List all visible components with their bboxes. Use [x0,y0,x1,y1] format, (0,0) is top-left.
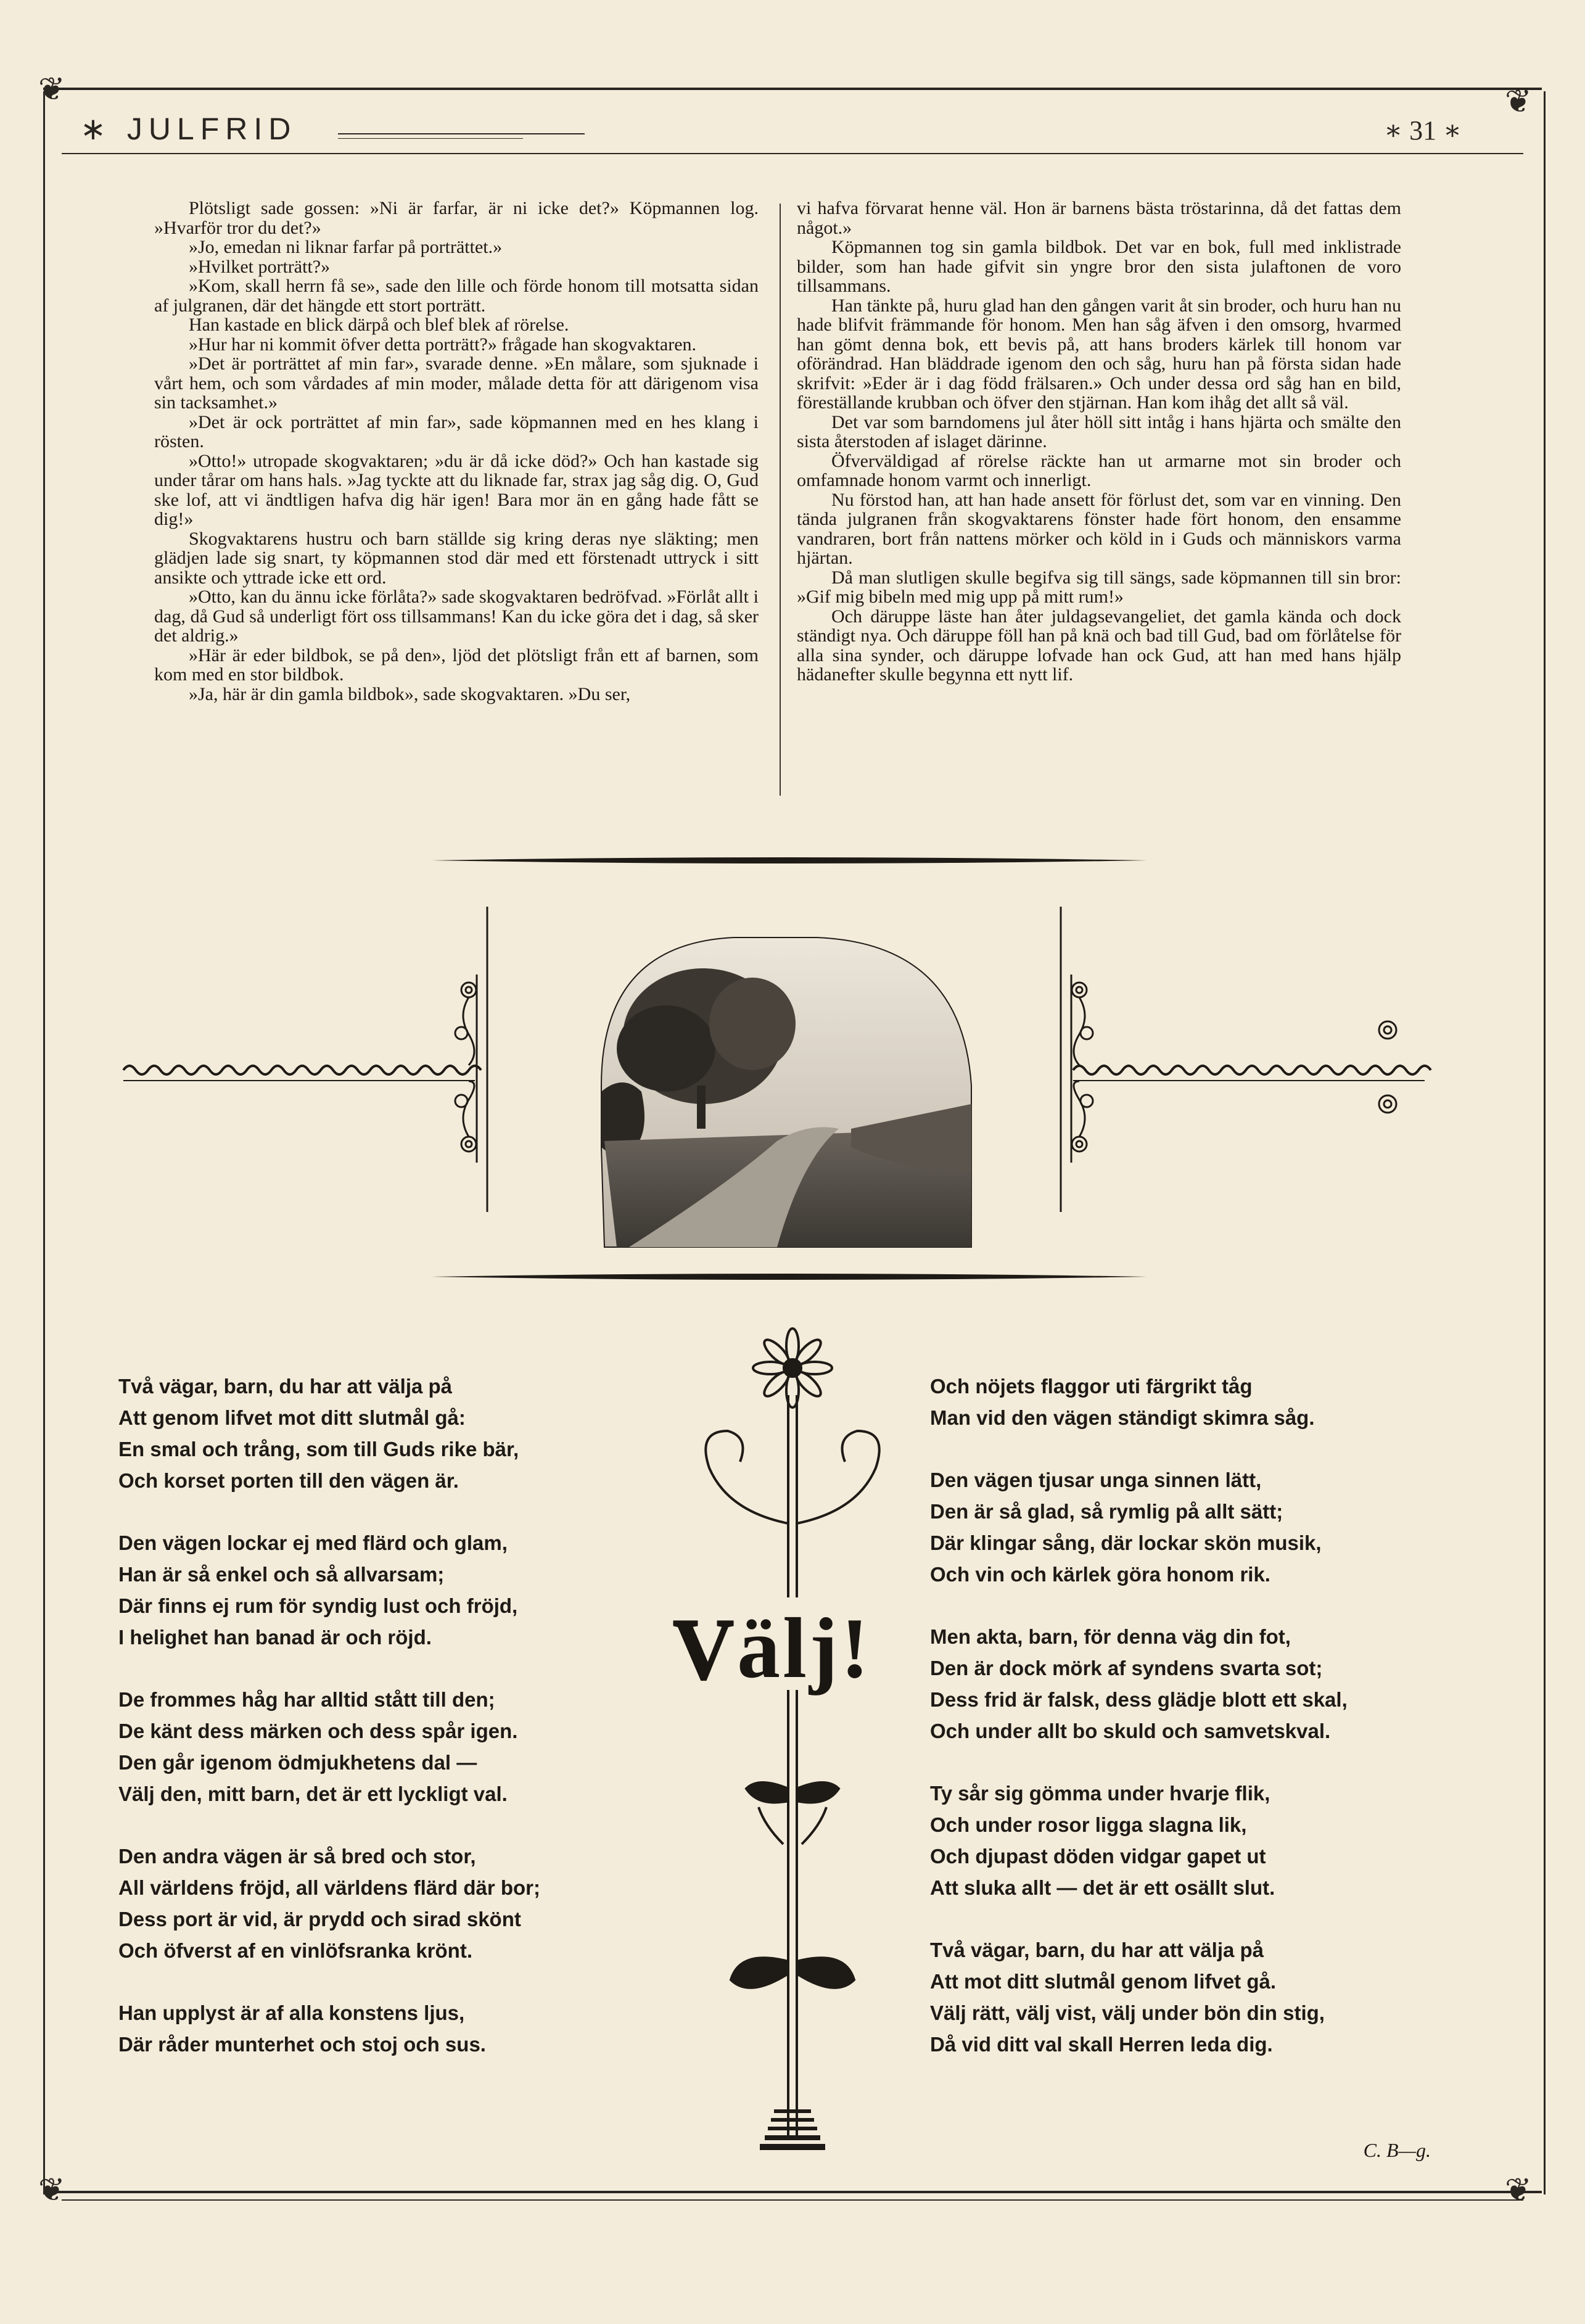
poem-line: Och vin och kärlek göra honom rik. [930,1563,1270,1586]
article-paragraph: »Det är ock porträttet af min far», sade köpmannen med en hes klang i rösten. [154,411,759,451]
poem-line: Där klingar sång, där lockar skön musik, [930,1531,1322,1554]
article-paragraph: Skogvaktarens hustru och barn ställde sig kring deras nye släkting; men glädjen lade sig snart, ty köpmannen stod där med ett förstenadt uttryck i sitt ansikte och yttrade icke ett ord. [154,528,759,588]
scroll-ornament-icon: ❦ [1505,84,1532,120]
page-number: ∗ 31 ∗ [1384,115,1462,146]
article-paragraph: Nu förstod han, att han hade ansett för förlust det, som var en vinning. Den tända julgranen från skogvaktarens fönster hade fört honom, den ensamme vandraren, bort från nattens mörker och köld in i Guds och människors varma hjärtan. [797,489,1401,568]
poem-stanza [930,1934,1460,2060]
article-paragraph: »Ja, här är din gamla bildbok», sade skogvaktaren. »Du ser, [189,683,631,704]
poem-column-right [930,1370,1460,2091]
poem-line: Där råder munterhet och stoj och sus. [118,2033,486,2056]
article-paragraph: Det var som barndomens jul åter höll sitt intåg i hans hjärta och smälte den sista återstoden af islaget därinne. [797,411,1401,451]
article-paragraph: »Hur har ni kommit öfver detta porträtt?» frågade han skogvaktaren. [189,334,697,355]
article-paragraph: Öfverväldigad af rörelse räckte han ut armarne mot sin broder och omfamnade honom varmt och innerligt. [797,450,1401,490]
article-paragraph: Han tänkte på, huru glad han den gången varit åt sin broder, och huru han nu hade blifvit främmande för honom. Men han såg äfven i den omsorg, hvarmed han gömt denna bok, ett bevis på, att hans broders kärlek till honom var oförändrad. Han bläddrade igenom den och såg, huru han på första sidan hade skrifvit: »Eder är i dag född frälsaren.» Och under dessa ord såg han en bild, föreställande krubban och öfver den stjärnan. Han kom ihåg det allt så väl. [797,295,1401,413]
poem-stanza [930,1464,1460,1590]
article-paragraph: »Hvilket porträtt?» [189,256,331,277]
poem-line: Två vägar, barn, du har att välja på [118,1375,453,1398]
article-paragraph: Köpmannen tog sin gamla bildbok. Det var en bok, full med inklistrade bilder, som han hade gifvit sin yngre bror den sista julaftonen de voro tillsammans. [797,237,1401,296]
scroll-ornament-icon: ❦ [38,72,65,107]
poem-line: Två vägar, barn, du har att välja på [930,1939,1264,1961]
poem-line: Och djupast döden vidgar gapet ut [930,1845,1266,1868]
poem-line: De känt dess märken och dess spår igen. [118,1720,518,1742]
poem-line: En smal och trång, som till Guds rike bär, [118,1438,519,1461]
poem-line: Att genom lifvet mot ditt slutmål gå: [118,1406,466,1429]
poem-stanza [930,1621,1460,1747]
poem-line: All världens fröjd, all världens flärd där bor; [118,1876,541,1899]
article-paragraph: »Otto!» utropade skogvaktaren; »du är då icke död?» Och han kastade sig under tårar om hans hals. »Jag tyckte att du liknade far, strax jag såg dig. O, Gud ske lof, att vi ändtligen hafva dig här igen! Bara mor än en gång hade fått se dig!» [154,450,759,529]
poem-line: Men akta, barn, för denna väg din fot, [930,1625,1291,1648]
poem-line: Den vägen tjusar unga sinnen lätt, [930,1469,1262,1491]
poem-line: Man vid den vägen ständigt skimra såg. [930,1406,1315,1429]
article-paragraph: Och däruppe läste han åter juldagsevangeliet, det gamla kända och dock ständigt nya. Och däruppe föll han på knä och bad till Gud, bad om förlåtelse för alla sina synder, och däruppe lofvade han ock Gud, att han med hans hjälp hädanefter skulle begynna ett nytt lif. [797,606,1401,685]
poem-line: Ty sår sig gömma under hvarje flik, [930,1782,1270,1805]
poem-line: De frommes håg har alltid stått till den; [118,1688,495,1711]
poem-line: Välj den, mitt barn, det är ett lyckligt val. [118,1782,508,1805]
author-signature: C. B—g. [1363,2139,1431,2161]
poem-line: Den är så glad, så rymlig på allt sätt; [930,1500,1283,1523]
article-paragraph: »Kom, skall herrn få se», sade den lille och förde honom till motsatta sidan af julgranen, där det hängde ett stort porträtt. [154,276,759,316]
poem-line: Och öfverst af en vinlöfsranka krönt. [118,1939,472,1962]
poem-line: Den vägen lockar ej med flärd och glam, [118,1531,508,1554]
poem-line: Och under allt bo skuld och samvetskval. [930,1720,1331,1742]
poem-line: Där finns ej rum för syndig lust och fröjd, [118,1594,518,1617]
poem-line: Den är dock mörk af syndens svarta sot; [930,1657,1323,1679]
poem-stanza [930,1778,1460,1903]
poem-title-rest: älj! [737,1601,872,1696]
article-paragraph: »Jo, emedan ni liknar farfar på porträttet.» [189,237,503,257]
article-paragraph: »Otto, kan du ännu icke förlåta?» sade skogvaktaren bedröfvad. »Förlåt allt i dag, då Gud så underligt fört oss tillsammans! Kan du icke göra det i dag, så sker det aldrig.» [154,587,759,646]
article-paragraph: »Det är porträttet af min far», svarade denne. »En målare, som sjuknade i vårt hem, och som vårdades af min moder, målade detta för att därigenom visa sin tacksamhet.» [154,353,759,413]
scroll-ornament-icon: ❦ [38,2173,65,2208]
poem-line: Och under rosor ligga slagna lik, [930,1813,1247,1836]
article-paragraph: Då man slutligen skulle begifva sig till sängs, sade köpmannen till sin bror: »Gif mig bibeln med mig upp på mitt rum!» [797,567,1401,607]
poem-line: Då vid ditt val skall Herren leda dig. [930,2033,1273,2056]
poem-line: I helighet han banad är och röjd. [118,1626,432,1649]
poem-line: Den går igenom ödmjukhetens dal — [118,1751,477,1774]
poem-stanza [930,1370,1460,1433]
poem-line: Han upplyst är af alla konstens ljus, [118,2001,465,2024]
poem-line: Och nöjets flaggor uti färgrikt tåg [930,1375,1253,1398]
article-paragraph: Han kastade en blick därpå och blef blek af rörelse. [189,315,569,335]
poem-line: Dess frid är falsk, dess glädje blott ett skal, [930,1688,1348,1711]
article-paragraph: vi hafva förvarat henne väl. Hon är barnens bästa tröstarinna, då det fattas dem något.» [797,198,1401,238]
poem-line: Han är så enkel och så allvarsam; [118,1563,445,1586]
poem-line: Och korset porten till den vägen är. [118,1469,459,1492]
poem-line: Att mot ditt slutmål genom lifvet gå. [930,1970,1277,1993]
poem-title [672,1602,894,1695]
poem-line: Dess port är vid, är prydd och sirad skönt [118,1908,521,1930]
article-paragraph: Plötsligt sade gossen: »Ni är farfar, är ni icke det?» Köpmannen log. »Hvarför tror du det?» [154,198,759,238]
article-paragraph: »Här är eder bildbok, se på den», ljöd det plötsligt från ett af barnen, som kom med en stor bildbok. [154,645,759,685]
poem-title-initial: V [672,1601,738,1696]
header-star: ∗ [80,112,112,146]
poem-line: Att sluka allt — det är ett osällt slut. [930,1876,1275,1899]
poem-line: Den andra vägen är så bred och stor, [118,1845,476,1868]
poem-line: Välj rätt, välj vist, välj under bön din stig, [930,2001,1325,2024]
magazine-title: JULFRID [126,112,297,146]
scroll-ornament-icon: ❦ [1505,2173,1532,2208]
